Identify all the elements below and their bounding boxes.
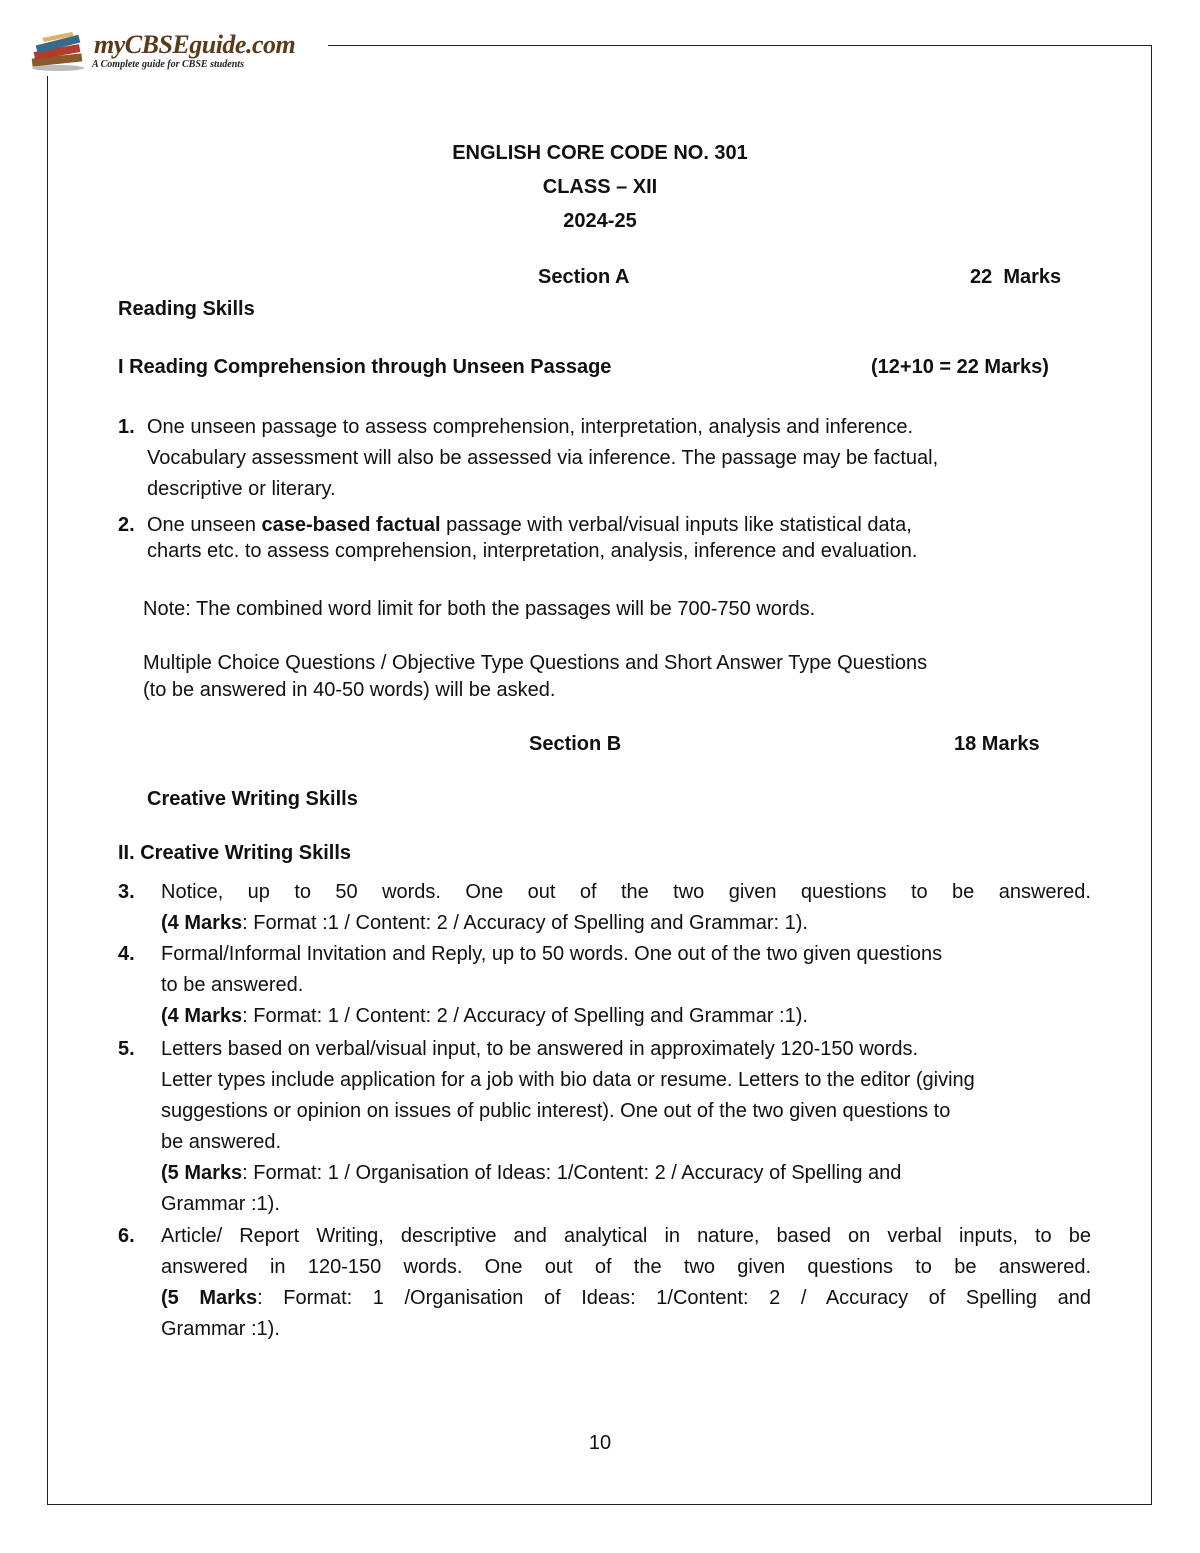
item-text-line: be answered. — [161, 1131, 282, 1153]
item-text-line: Letters based on verbal/visual input, to be answered in approximately 120-150 words. — [161, 1038, 919, 1060]
marks-label: (4 Marks — [161, 912, 243, 934]
bold-text: case-based factual — [261, 514, 441, 536]
text-run: : Format: 1 /Organisation of Ideas: 1/Content: 2 / Accuracy of Spelling and — [257, 1287, 1091, 1309]
item-text-line: charts etc. to assess comprehension, interpretation, analysis, inference and evaluation. — [147, 540, 918, 562]
logo-tagline: A Complete guide for CBSE students — [92, 59, 244, 70]
item-text-line: descriptive or literary. — [147, 478, 336, 500]
marks-label: (5 Marks — [161, 1287, 258, 1309]
site-logo[interactable] — [28, 26, 328, 76]
item-number: 6. — [118, 1225, 135, 1247]
year-heading: 2024-25 — [563, 210, 637, 232]
text-run: One unseen — [147, 514, 262, 536]
reading-comprehension-marks: (12+10 = 22 Marks) — [871, 356, 1049, 378]
section-a-marks: 22 Marks — [970, 266, 1062, 288]
item-text-line: One unseen passage to assess comprehension, interpretation, analysis and inference. — [147, 416, 914, 438]
reading-comprehension-heading: I Reading Comprehension through Unseen Passage — [118, 356, 612, 378]
item-text-line: Letter types include application for a job with bio data or resume. Letters to the editor (giving — [161, 1069, 975, 1091]
item-text-line: answered in 120-150 words. One out of the two given questions to be answered. — [161, 1256, 1091, 1278]
marks-label: (4 Marks — [161, 1005, 243, 1027]
question-types-line: (to be answered in 40-50 words) will be asked. — [143, 679, 556, 701]
word-limit-note: Note: The combined word limit for both the passages will be 700-750 words. — [143, 598, 816, 620]
logo-wordmark: myCBSEguide.com — [94, 30, 296, 59]
item-text-line: Vocabulary assessment will also be assessed via inference. The passage may be factual, — [147, 447, 939, 469]
item-number: 4. — [118, 943, 135, 965]
item-text-line: Formal/Informal Invitation and Reply, up to 50 words. One out of the two given questions — [161, 943, 943, 965]
section-b-marks: 18 Marks — [954, 733, 1040, 755]
item-number: 2. — [118, 514, 135, 536]
item-number: 5. — [118, 1038, 135, 1060]
marks-breakdown — [161, 908, 808, 939]
item-text-line: to be answered. — [161, 974, 304, 996]
text-run: : Format: 1 / Content: 2 / Accuracy of Spelling and Grammar :1). — [242, 1005, 808, 1027]
item-number: 3. — [118, 881, 135, 903]
item-text-line: suggestions or opinion on issues of public interest). One out of the two given questions to — [161, 1100, 951, 1122]
books-logo-icon — [28, 28, 92, 74]
reading-skills-heading: Reading Skills — [118, 298, 255, 320]
section-b-title: Section B — [529, 733, 622, 755]
marks-breakdown — [161, 1158, 901, 1189]
section-a-title: Section A — [538, 266, 630, 288]
item-number: 1. — [118, 416, 135, 438]
item-text-line: Article/ Report Writing, descriptive and analytical in nature, based on verbal inputs, to be — [161, 1225, 1091, 1247]
marks-breakdown — [161, 1001, 808, 1032]
marks-label: (5 Marks — [161, 1162, 243, 1184]
text-run: : Format :1 / Content: 2 / Accuracy of Spelling and Grammar: 1). — [242, 912, 808, 934]
document-title: ENGLISH CORE CODE NO. 301 — [452, 142, 748, 164]
text-run: passage with verbal/visual inputs like statistical data, — [440, 514, 912, 536]
page-number: 10 — [588, 1432, 612, 1454]
item-text-line: Notice, up to 50 words. One out of the two given questions to be answered. — [161, 881, 1091, 903]
marks-breakdown — [161, 1283, 1091, 1314]
class-heading: CLASS – XII — [542, 176, 658, 198]
creative-writing-subheading: II. Creative Writing Skills — [118, 842, 352, 864]
text-run: : Format: 1 / Organisation of Ideas: 1/Content: 2 / Accuracy of Spelling and — [242, 1162, 902, 1184]
question-types-line: Multiple Choice Questions / Objective Type Questions and Short Answer Type Questions — [143, 652, 928, 674]
marks-breakdown-line: Grammar :1). — [161, 1318, 280, 1340]
creative-writing-heading: Creative Writing Skills — [147, 788, 358, 810]
marks-breakdown-line: Grammar :1). — [161, 1193, 280, 1215]
